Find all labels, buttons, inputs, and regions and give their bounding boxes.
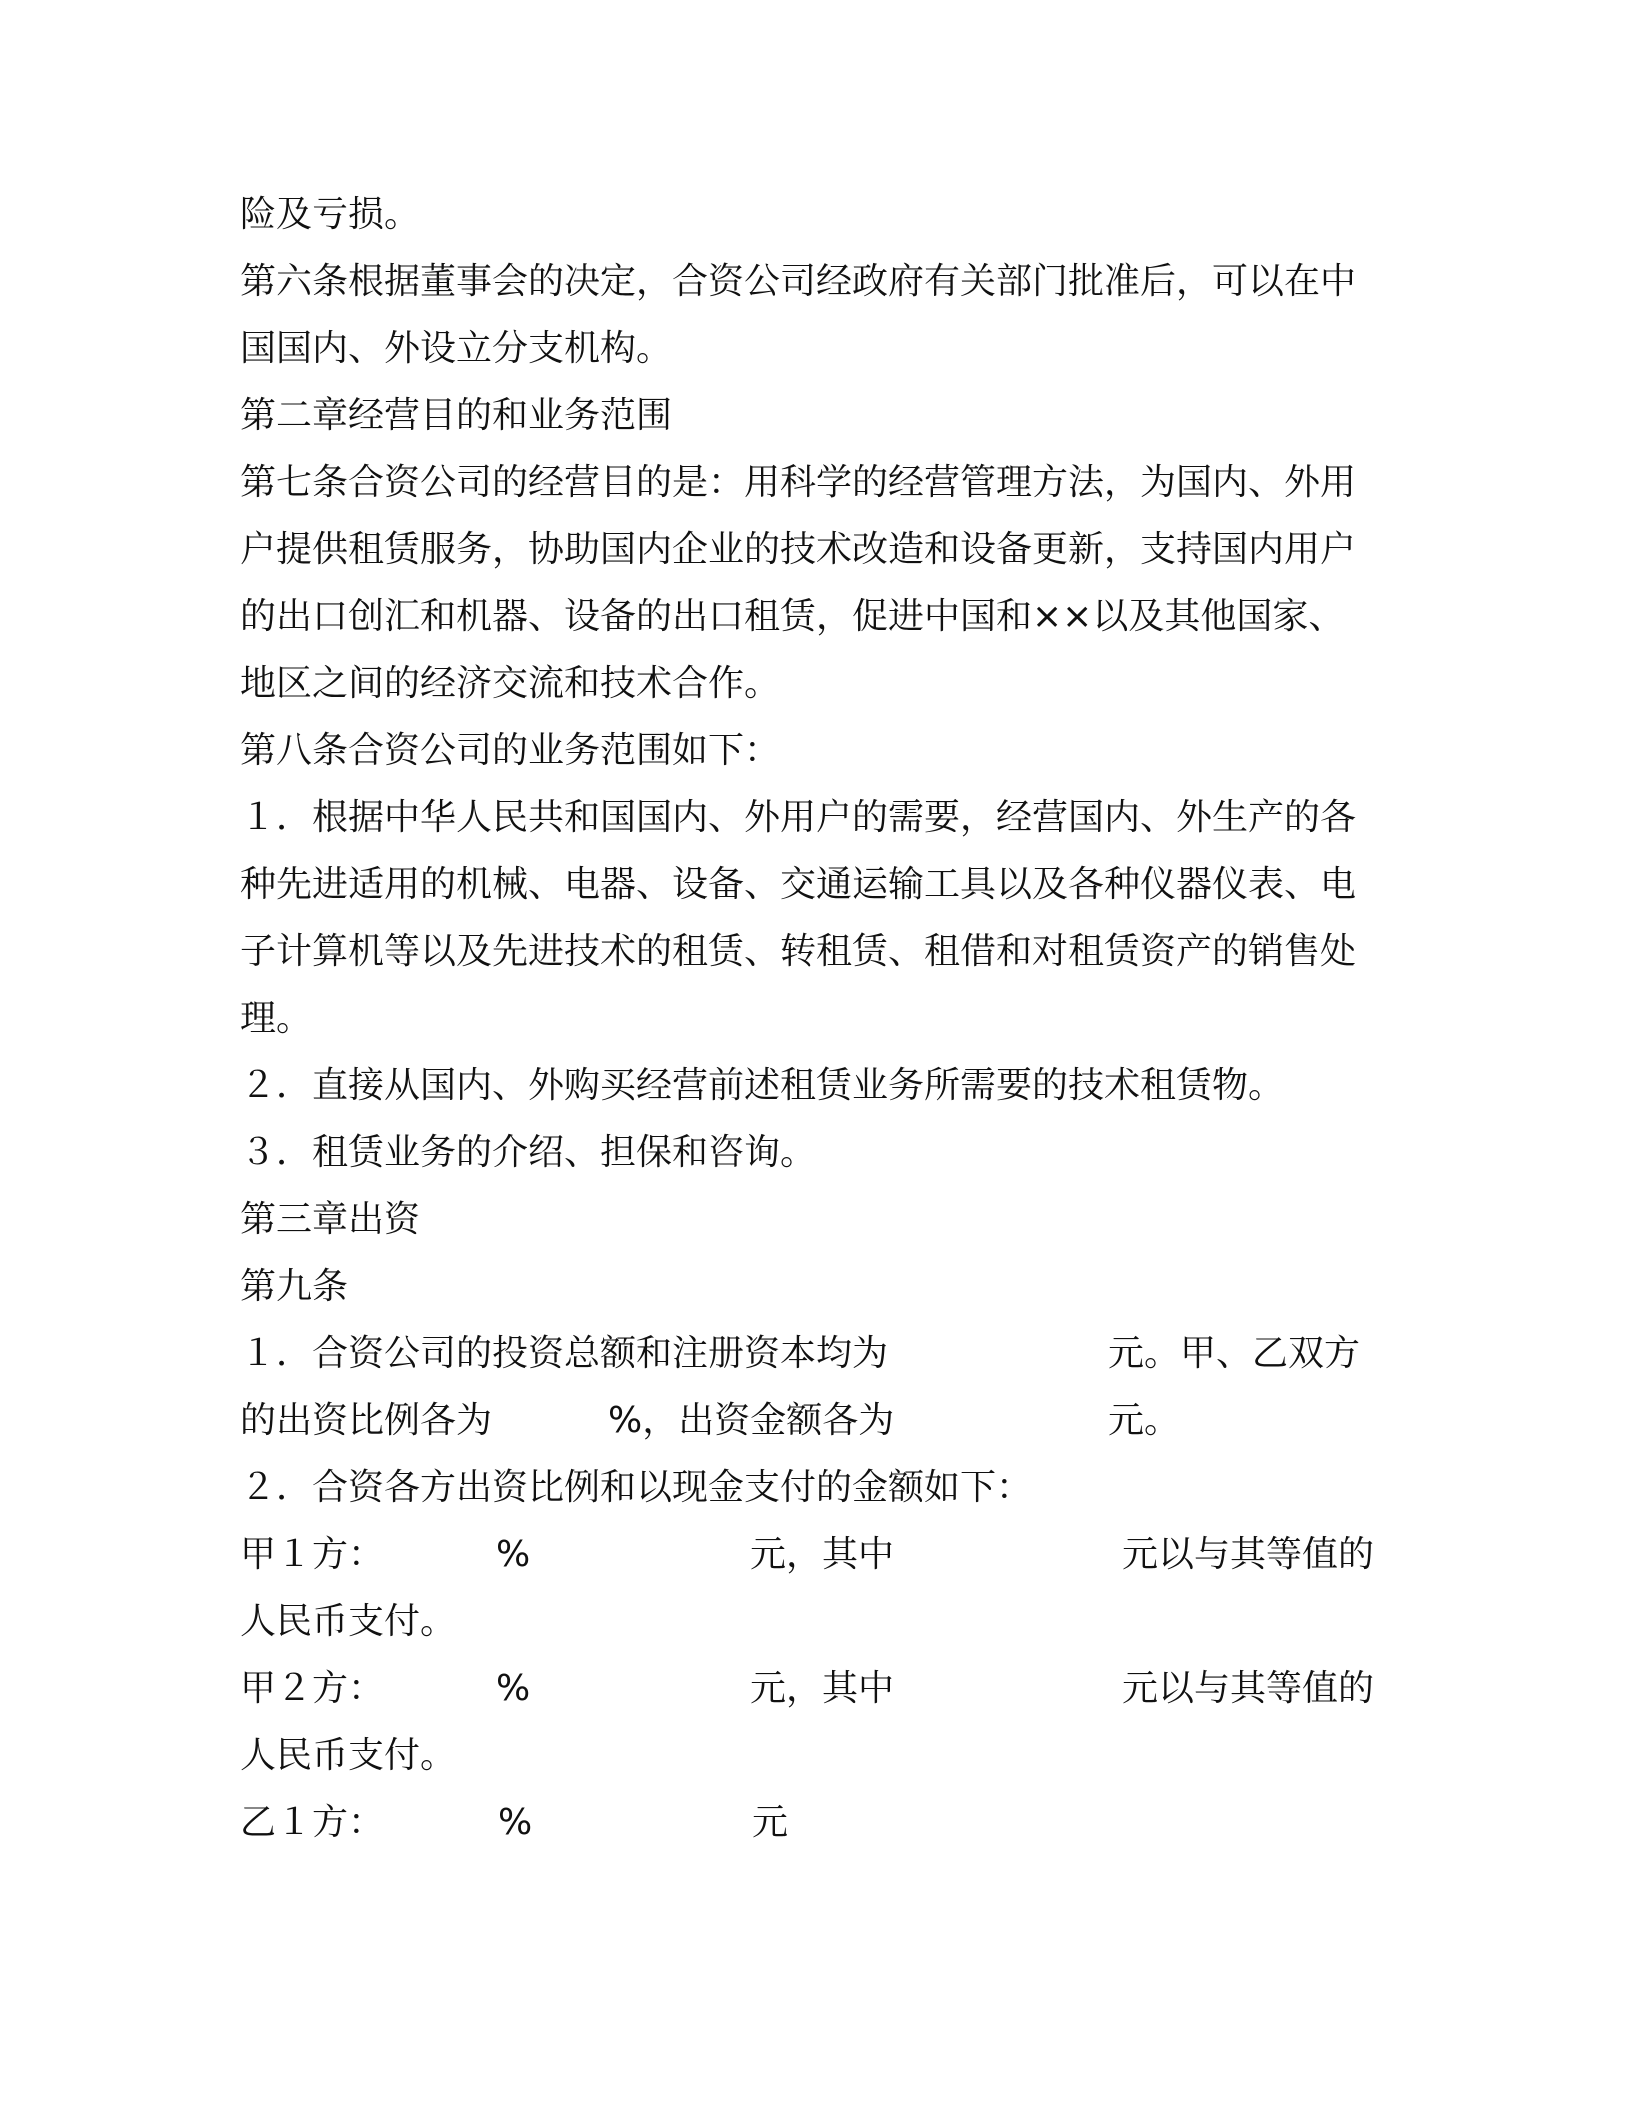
article-6-line-2: 国国内、外设立分支机构。 bbox=[240, 328, 673, 369]
article-7-line-1: 第七条合资公司的经营目的是：用科学的经营管理方法，为国内、外用 bbox=[240, 462, 1357, 503]
party-a1-label: 甲１方： bbox=[240, 1534, 385, 1575]
party-a1-unit: 元，其中 bbox=[750, 1534, 895, 1575]
party-a2-unit: 元，其中 bbox=[750, 1668, 895, 1709]
party-b1-percent: % bbox=[498, 1802, 533, 1843]
article-6-line-1: 第六条根据董事会的决定，合资公司经政府有关部门批准后，可以在中 bbox=[240, 261, 1357, 302]
article-7-line-2: 户提供租赁服务，协助国内企业的技术改造和设备更新，支持国内用户 bbox=[240, 529, 1357, 570]
investment-ratio-line bbox=[240, 1391, 1400, 1451]
scope-item-1-line-1: １．根据中华人民共和国国内、外用户的需要，经营国内、外生产的各 bbox=[240, 797, 1357, 838]
investment-total-text: １．合资公司的投资总额和注册资本均为 bbox=[240, 1333, 889, 1374]
contribution-intro: ２．合资各方出资比例和以现金支付的金额如下： bbox=[240, 1467, 1033, 1508]
party-a2-percent: % bbox=[496, 1668, 531, 1709]
investment-total-line bbox=[240, 1324, 1400, 1384]
party-a1-percent: % bbox=[496, 1534, 531, 1575]
party-b1-unit: 元 bbox=[752, 1802, 789, 1843]
party-a1-continuation: 人民币支付。 bbox=[240, 1601, 457, 1642]
party-a1-tail: 元以与其等值的 bbox=[1122, 1534, 1375, 1575]
article-8-line: 第八条合资公司的业务范围如下： bbox=[240, 730, 781, 771]
chapter-2-heading: 第二章经营目的和业务范围 bbox=[240, 395, 673, 436]
party-a2-label: 甲２方： bbox=[240, 1668, 385, 1709]
investment-ratio-text: 的出资比例各为 bbox=[240, 1400, 493, 1441]
party-a2-continuation: 人民币支付。 bbox=[240, 1735, 457, 1776]
article-9-heading: 第九条 bbox=[240, 1266, 349, 1307]
scope-item-3: ３．租赁业务的介绍、担保和咨询。 bbox=[240, 1132, 817, 1173]
party-a2-tail: 元以与其等值的 bbox=[1122, 1668, 1375, 1709]
party-a1-line bbox=[240, 1525, 1400, 1585]
chapter-3-heading: 第三章出资 bbox=[240, 1199, 421, 1240]
party-b1-label: 乙１方： bbox=[240, 1802, 385, 1843]
investment-amount-unit: 元。 bbox=[1108, 1400, 1181, 1441]
scope-item-1-line-4: 理。 bbox=[240, 998, 313, 1039]
article-7-line-3: 的出口创汇和机器、设备的出口租赁，促进中国和××以及其他国家、 bbox=[240, 596, 1345, 637]
scope-item-1-line-3: 子计算机等以及先进技术的租赁、转租赁、租借和对租赁资产的销售处 bbox=[240, 931, 1357, 972]
scope-item-1-line-2: 种先进适用的机械、电器、设备、交通运输工具以及各种仪器仪表、电 bbox=[240, 864, 1357, 905]
investment-ratio-percent: %，出资金额各为 bbox=[608, 1400, 895, 1441]
scope-item-2: ２．直接从国内、外购买经营前述租赁业务所需要的技术租赁物。 bbox=[240, 1065, 1285, 1106]
party-b1-line bbox=[240, 1793, 1400, 1853]
investment-total-unit: 元。甲、乙双方 bbox=[1108, 1333, 1361, 1374]
text-line: 险及亏损。 bbox=[240, 194, 421, 235]
article-7-line-4: 地区之间的经济交流和技术合作。 bbox=[240, 663, 781, 704]
party-a2-line bbox=[240, 1659, 1400, 1719]
